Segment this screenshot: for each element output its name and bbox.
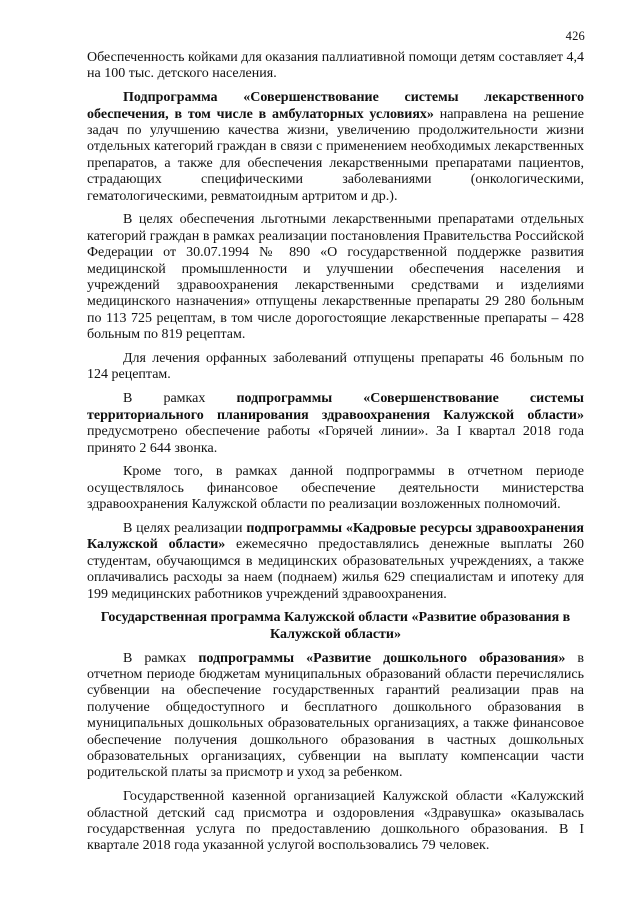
subprogram-title-drugs: Подпрограмма «Совершенствование системы лекарственного обеспечения, в том числе в амбулаторных условиях»: [87, 90, 584, 122]
paragraph-kindergarten-zdravushka: [87, 789, 584, 855]
page-number: 426: [565, 29, 585, 43]
paragraph-text: в отчетном периоде бюджетам муниципальных образований области перечислялись субвенции на обеспечение государственных гарантий реализации прав на получение общедоступного и бесплатного дошкольного образования в муниципальных дошкольных образовательных организациях, а также финансовое обеспечение получения дошкольного образования в частных дошкольных образовательных организациях, субвенции на выплату компенсации части родительской платы за присмотр и уход за ребенком.: [87, 650, 584, 781]
paragraph-palliative-beds: [87, 50, 584, 83]
paragraph-text: Кроме того, в рамках данной подпрограммы в отчетном периоде осуществлялось финансовое обеспечение деятельности министерства здравоохранения Калужской области по реализации возложенных полномочий.: [87, 464, 584, 513]
paragraph-text: Обеспеченность койками для оказания паллиативной помощи детям составляет 4,4 на 100 тыс. детского населения.: [87, 50, 584, 82]
section-heading-text: Государственная программа Калужской области «Развитие образования в Калужской области»: [100, 610, 571, 642]
paragraph-text: направлена на решение задач по улучшению качества жизни, увеличению продолжительности жизни отдельных категорий граждан в связи с применением необходимых лекарственных препаратов, а также для обеспечения лекарственными препаратами пациентов, страдающих специфическими заболеваниями (онкологическими, гематологическими, ревматоидным артритом и др.).: [87, 106, 585, 204]
paragraph-text: Для лечения орфанных заболеваний отпущены препараты 46 больным по 124 рецептам.: [87, 351, 584, 383]
section-heading-education-program: [87, 610, 584, 643]
document-body: [87, 50, 584, 862]
subprogram-title-preschool: подпрограммы «Развитие дошкольного образования»: [198, 650, 566, 666]
paragraph-lead: В рамках: [123, 650, 199, 666]
paragraph-lead: В рамках: [123, 391, 237, 407]
paragraph-text: Государственной казенной организацией Калужской области «Калужский областной детский сад присмотра и оздоровления «Здравушка» оказывалась государственная услуга по предоставлению дошкольного образования. В I квартале 2018 года указанной услугой воспользовались 79 человек.: [87, 789, 584, 854]
paragraph-text: В целях обеспечения льготными лекарственными препаратами отдельных категорий граждан в рамках реализации постановления Правительства Российской Федерации от 30.07.1994 № 890 «О государственной поддержке развития медицинской промышленности и улучшении обеспечения населения и учреждений здравоохранения лекарственными средствами и изделиями медицинского назначения» отпущены лекарственные препараты 29 280 больным по 113 725 рецептам, в том числе дорогостоящие лекарственные препараты – 428 больным по 819 рецептам.: [87, 212, 584, 343]
subprogram-title-personnel: подпрограммы «Кадровые ресурсы здравоохранения Калужской области»: [87, 520, 584, 553]
paragraph-drug-subprogram: [87, 90, 584, 205]
paragraph-lead: В целях реализации: [123, 520, 247, 536]
subprogram-title-planning: подпрограммы «Совершенствование системы территориального планирования здравоохранения Калужской области»: [87, 391, 584, 423]
paragraph-personnel-subprogram: [87, 521, 584, 603]
paragraph-text: ежемесячно предоставлялись денежные выплаты 260 студентам, обучающимся в медицинских образовательных учреждениях, а также оплачивались расходы за наем (поднаем) жилья 629 специалистам и ипотеку для 199 медицинских работников учреждений здравоохранения.: [87, 537, 584, 602]
paragraph-text: предусмотрено обеспечение работы «Горячей линии». За I квартал 2018 года принято 2 644 звонка.: [87, 424, 584, 456]
paragraph-preschool-subprogram: [87, 651, 584, 782]
paragraph-preferential-drugs: [87, 212, 584, 343]
paragraph-ministry-funding: [87, 464, 584, 513]
paragraph-planning-subprogram: [87, 391, 584, 457]
paragraph-orphan-diseases: [87, 351, 584, 384]
